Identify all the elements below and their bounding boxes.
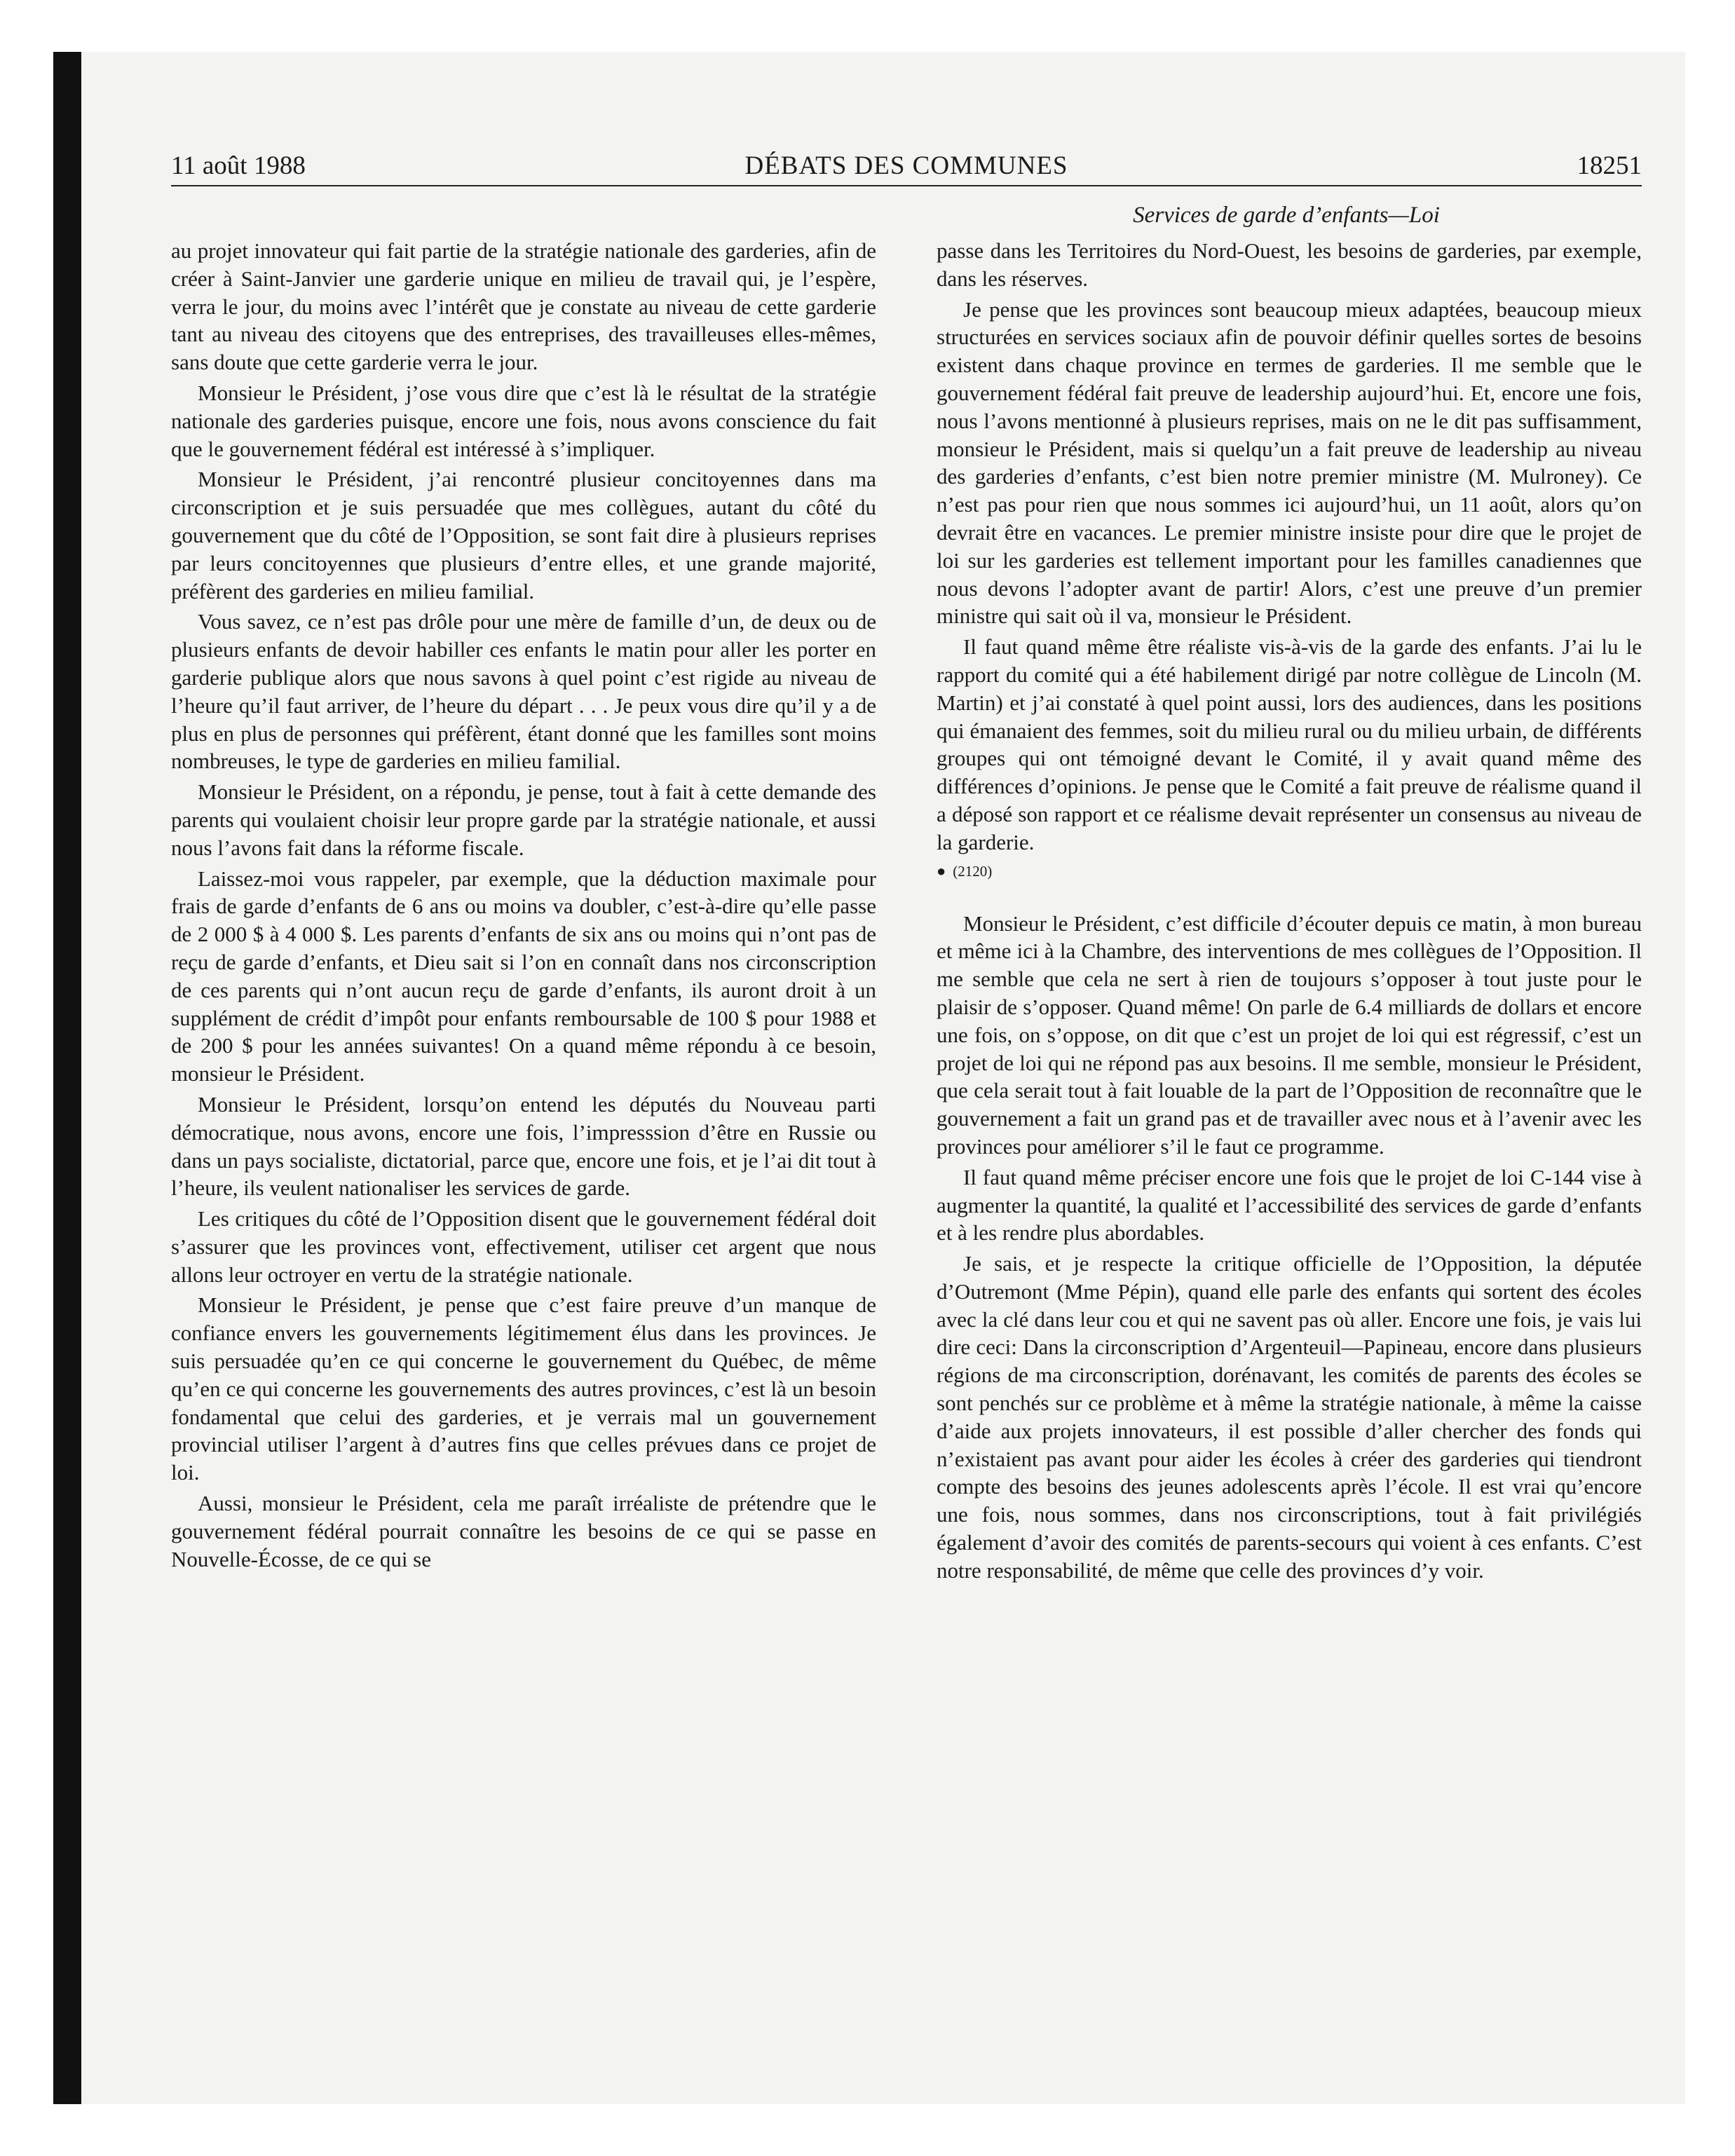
paragraph: Il faut quand même préciser encore une fois que le projet de loi C-144 vise à augmenter la quantité, la qualité et l’accessibilité des services de garde d’enfants et à les rendre plus abordables.	[937, 1164, 1642, 1246]
page-header	[171, 149, 1642, 184]
paragraph: au projet innovateur qui fait partie de la stratégie nationale des garderies, afin de créer à Saint-Janvier une garderie unique en milieu de travail qui, je l’espère, verra le jour, du moins avec l’intérêt que je constate au niveau de cette garderie tant au niveau des citoyens que des entreprises, des travailleuses elles-mêmes, sans doute que cette garderie verra le jour.	[171, 238, 876, 375]
paragraph: Vous savez, ce n’est pas drôle pour une mère de famille d’un, de deux ou de plusieurs enfants de devoir habiller ces enfants le matin pour aller les porter en garderie publique alors que nous savons à quel point c’est rigide au niveau de l’heure qu’il faut arriver, de l’heure du départ . . . Je peux vous dire qu’il y a de plus en plus de personnes qui préfèrent, étant donné que les familles sont moins nombreuses, le type de garderies en milieu familial.	[171, 609, 876, 774]
paragraph: passe dans les Territoires du Nord-Ouest, les besoins de garderies, par exemple, dans les réserves.	[937, 238, 1642, 291]
bullet-icon: ●	[937, 861, 946, 880]
paragraph: Les critiques du côté de l’Opposition disent que le gouvernement fédéral doit s’assurer que les provinces vont, effectivement, utiliser cet argent que nous allons leur octroyer en vertu de la stratégie nationale.	[171, 1206, 876, 1287]
paragraph: Laissez-moi vous rappeler, par exemple, que la déduction maximale pour frais de garde d’enfants de 6 ans ou moins va doubler, c’est-à-dire qu’elle passe de 2 000 $ à 4 000 $. Les parents d’enfants de six ans ou moins qui n’ont pas de reçu de garde d’enfants, et Dieu sait si l’on en connaît dans nos circonscription de ces parents qui n’ont aucun reçu de garde d’enfants, ils auront droit à un supplément de crédit d’impôt pour enfants remboursable de 100 $ pour 1988 et de 200 $ pour les années suivantes! On a quand même répondu à ce besoin, monsieur le Président.	[171, 866, 876, 1086]
paragraph: Il faut quand même être réaliste vis-à-vis de la garde des enfants. J’ai lu le rapport du comité qui a été habilement dirigé par notre collègue de Lincoln (M. Martin) et j’ai constaté à quel point aussi, lors des audiences, dans les positions qui émanaient des femmes, soit du milieu rural ou du milieu urbain, de différents groupes qui ont témoigné devant le Comité, il y avait quand même des différences d’opinions. Je pense que le Comité a fait preuve de réalisme quand il a déposé son rapport et ce réalisme devait représenter un consensus au niveau de la garderie.	[937, 634, 1642, 854]
paragraph: Monsieur le Président, j’ai rencontré plusieur concitoyennes dans ma circonscription et je suis persuadée que mes collègues, autant du côté du gouvernement que du côté de l’Opposition, se sont fait dire à plusieurs reprises par leurs concitoyennes que plusieurs d’entre elles, et une grande majorité, préfèrent des garderies en milieu familial.	[171, 467, 876, 603]
time-marker	[937, 861, 1642, 882]
left-column	[171, 237, 876, 1573]
time-stamp: (2120)	[953, 862, 993, 880]
paragraph: Monsieur le Président, c’est difficile d’écouter depuis ce matin, à mon bureau et même ici à la Chambre, des interventions de mes collègues de l’Opposition. Il me semble que cela ne sert à rien de toujours s’opposer à tout juste pour le plaisir de s’opposer. Quand même! On parle de 6.4 milliards de dollars et encore une fois, on s’oppose, on dit que c’est un projet de loi qui est régressif, c’est un projet de loi qui ne répond pas aux besoins. Il me semble, monsieur le Président, que cela serait tout à fait louable de la part de l’Opposition de reconnaître que le gouvernement a fait un grand pas et de travailler avec nous et à l’avenir avec les provinces pour améliorer s’il le faut ce programme.	[937, 910, 1642, 1159]
paragraph: Je pense que les provinces sont beaucoup mieux adaptées, beaucoup mieux structurées en services sociaux afin de pouvoir définir quelles sortes de besoins existent dans chaque province en termes de garderies. Il me semble que le gouvernement fédéral fait preuve de leadership aujourd’hui. Et, encore une fois, nous l’avons mentionné à plusieurs reprises, mais on ne le dit pas suffisamment, monsieur le Président, mais si quelqu’un a fait preuve de leadership au niveau des garderies d’enfants, c’est bien notre premier ministre (M. Mulroney). Ce n’est pas pour rien que nous sommes ici aujourd’hui, un 11 août, alors qu’on devrait être en vacances. Le premier ministre insiste pour dire que le projet de loi sur les garderies est tellement important pour les familles canadiennes que nous devons l’adopter avant de partir! Alors, c’est une preuve d’un premier ministre qui sait où il va, monsieur le Président.	[937, 296, 1642, 629]
page-content	[171, 149, 1642, 2083]
paragraph: Monsieur le Président, je pense que c’est faire preuve d’un manque de confiance envers les gouvernements légitimement élus dans les provinces. Je suis persuadée qu’en ce qui concerne le gouvernement du Québec, de même qu’en ce qui concerne les gouvernements des autres provinces, c’est là un besoin fondamental que celui des garderies, et je verrais mal un gouvernement provincial utiliser l’argent à d’autres fins que celles prévues dans ce projet de loi.	[171, 1292, 876, 1485]
right-column	[937, 237, 1642, 1585]
header-rule	[171, 185, 1642, 186]
scan-border-edge	[53, 52, 81, 2104]
header-title: DÉBATS DES COMMUNES	[744, 151, 1068, 180]
paragraph: Monsieur le Président, j’ose vous dire que c’est là le résultat de la stratégie nationale des garderies puisque, encore une fois, nous avons conscience du fait que le gouvernement fédéral est intéressé à s’impliquer.	[171, 380, 876, 461]
paragraph: Aussi, monsieur le Président, cela me paraît irréaliste de prétendre que le gouvernement fédéral pourrait connaître les besoins de ce qui se passe en Nouvelle-Écosse, de ce qui se	[171, 1491, 876, 1571]
header-date: 11 août 1988	[171, 151, 306, 180]
paragraph: Monsieur le Président, lorsqu’on entend les députés du Nouveau parti démocratique, nous avons, encore une fois, l’impresssion d’être en Russie ou dans un pays socialiste, dictatorial, parce que, encore une fois, et je l’ai dit tout à l’heure, ils veulent nationaliser les services de garde.	[171, 1091, 876, 1201]
paragraph: Je sais, et je respecte la critique officielle de l’Opposition, la députée d’Outremont (Mme Pépin), quand elle parle des enfants qui sortent des écoles avec la clé dans leur cou et qui ne savent pas où aller. Encore une fois, je vais lui dire ceci: Dans la circonscription d’Argenteuil—Papineau, encore dans plusieurs régions de ma circonscription, dorénavant, les comités de parents des écoles se sont penchés sur ce problème et à même la stratégie nationale, à même la caisse d’aide aux projets innovateurs, il est possible d’aller chercher des fonds qui n’existaient pas avant pour aider les écoles à créer des garderies qui tiendront compte des besoins des jeunes adolescents après l’école. Il est vrai qu’encore une fois, nous sommes, dans nos circonscriptions, tout à fait privilégiés également d’avoir des comités de parents-secours qui voient à ces enfants. C’est notre responsabilité, de même que celle des provinces d’y voir.	[937, 1251, 1642, 1583]
paragraph: Monsieur le Président, on a répondu, je pense, tout à fait à cette demande des parents qui voulaient choisir leur propre garde par la stratégie nationale, et aussi nous l’avons fait dans la réforme fiscale.	[171, 779, 876, 860]
running-head: Services de garde d’enfants—Loi	[1133, 203, 1440, 228]
header-page-number: 18251	[1577, 151, 1642, 180]
